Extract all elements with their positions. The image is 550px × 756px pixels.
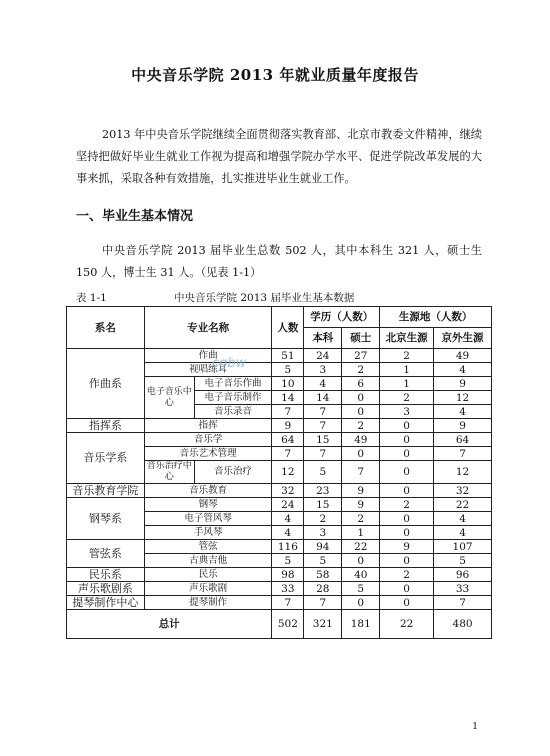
- table-row: [67, 596, 492, 610]
- header-origin: 生源地（人数）: [380, 307, 492, 328]
- count-cell: 5: [272, 554, 304, 568]
- count-cell: 9: [272, 419, 304, 433]
- header-degree: 学历（人数）: [304, 307, 380, 328]
- non-beijing-cell: 96: [434, 568, 492, 582]
- header-master: 硕士: [342, 328, 380, 349]
- bachelor-cell: 5: [304, 461, 342, 484]
- major-cell: 管弦: [144, 540, 272, 554]
- count-cell: 14: [272, 391, 304, 405]
- table-row: [67, 349, 492, 363]
- bachelor-cell: 4: [304, 377, 342, 391]
- table-row: [67, 582, 492, 596]
- non-beijing-cell: 22: [434, 498, 492, 512]
- table-caption-text: 中央音乐学院 2013 届毕业生基本数据: [174, 292, 355, 304]
- count-cell: 98: [272, 568, 304, 582]
- major-cell: 音乐艺术管理: [144, 447, 272, 461]
- header-non-beijing: 京外生源: [434, 328, 492, 349]
- master-cell: 2: [342, 419, 380, 433]
- non-beijing-cell: 4: [434, 363, 492, 377]
- sub-center-cell: 音乐治疗中心: [144, 461, 194, 484]
- report-title: 中央音乐学院 2013 年就业质量年度报告: [131, 66, 419, 84]
- beijing-cell: 3: [380, 405, 434, 419]
- table-caption-label: 表 1-1: [76, 292, 107, 304]
- non-beijing-cell: 9: [434, 377, 492, 391]
- table-row: [67, 433, 492, 447]
- major-cell: 电子管风琴: [144, 512, 272, 526]
- major-cell: 音乐治疗: [194, 461, 272, 484]
- total-non-beijing-cell: 480: [434, 610, 492, 639]
- beijing-cell: 0: [380, 461, 434, 484]
- master-cell: 2: [342, 363, 380, 377]
- beijing-cell: 0: [380, 484, 434, 498]
- count-cell: 4: [272, 512, 304, 526]
- major-cell: 民乐: [144, 568, 272, 582]
- page-number: 1: [472, 722, 478, 732]
- master-cell: 5: [342, 582, 380, 596]
- dept-cell: 作曲系: [67, 349, 145, 419]
- count-cell: 24: [272, 498, 304, 512]
- non-beijing-cell: 12: [434, 391, 492, 405]
- count-cell: 64: [272, 433, 304, 447]
- bachelor-cell: 94: [304, 540, 342, 554]
- count-cell: 5: [272, 363, 304, 377]
- master-cell: 49: [342, 433, 380, 447]
- major-cell: 音乐录音: [194, 405, 272, 419]
- count-cell: 116: [272, 540, 304, 554]
- bachelor-cell: 5: [304, 554, 342, 568]
- bachelor-cell: 7: [304, 447, 342, 461]
- bachelor-cell: 7: [304, 405, 342, 419]
- count-cell: 4: [272, 526, 304, 540]
- dept-cell: 钢琴系: [67, 498, 145, 540]
- count-cell: 32: [272, 484, 304, 498]
- bachelor-cell: 58: [304, 568, 342, 582]
- beijing-cell: 1: [380, 363, 434, 377]
- table-row: [67, 484, 492, 498]
- count-cell: 33: [272, 582, 304, 596]
- section-heading: 一、毕业生基本情况: [76, 209, 194, 224]
- bachelor-cell: 7: [304, 596, 342, 610]
- bachelor-cell: 28: [304, 582, 342, 596]
- major-cell: 钢琴: [144, 498, 272, 512]
- non-beijing-cell: 7: [434, 596, 492, 610]
- beijing-cell: 2: [380, 498, 434, 512]
- beijing-cell: 0: [380, 433, 434, 447]
- dept-cell: 民乐系: [67, 568, 145, 582]
- summary-paragraph: 中央音乐学院 2013 届毕业生总数 502 人，其中本科生 321 人，硕士生 150 人，博士生 31 人。（见表 1-1）: [76, 244, 482, 279]
- bachelor-cell: 24: [304, 349, 342, 363]
- bachelor-cell: 15: [304, 498, 342, 512]
- dept-cell: 管弦系: [67, 540, 145, 568]
- header-dept: 系名: [67, 307, 145, 349]
- major-cell: 指挥: [144, 419, 272, 433]
- master-cell: 7: [342, 461, 380, 484]
- dept-cell: 音乐教育学院: [67, 484, 145, 498]
- beijing-cell: 0: [380, 526, 434, 540]
- master-cell: 1: [342, 526, 380, 540]
- major-cell: 音乐教育: [144, 484, 272, 498]
- master-cell: 0: [342, 391, 380, 405]
- count-cell: 7: [272, 447, 304, 461]
- table-row: [67, 498, 492, 512]
- master-cell: 9: [342, 484, 380, 498]
- sub-center-cell: 电子音乐中心: [144, 377, 194, 419]
- beijing-cell: 0: [380, 554, 434, 568]
- beijing-cell: 0: [380, 447, 434, 461]
- major-cell: 电子音乐作曲: [194, 377, 272, 391]
- master-cell: 6: [342, 377, 380, 391]
- major-cell: 声乐歌剧: [144, 582, 272, 596]
- major-cell: 手风琴: [144, 526, 272, 540]
- master-cell: 2: [342, 512, 380, 526]
- watermark-logo: cgbw: [212, 356, 247, 371]
- header-bachelor: 本科: [304, 328, 342, 349]
- beijing-cell: 0: [380, 596, 434, 610]
- table-row: [67, 419, 492, 433]
- non-beijing-cell: 9: [434, 419, 492, 433]
- header-major: 专业名称: [144, 307, 272, 349]
- total-label-cell: 总计: [67, 610, 272, 639]
- major-cell: 提琴制作: [144, 596, 272, 610]
- master-cell: 22: [342, 540, 380, 554]
- count-cell: 51: [272, 349, 304, 363]
- bachelor-cell: 7: [304, 419, 342, 433]
- table-row: [67, 540, 492, 554]
- header-count: 人数: [272, 307, 304, 349]
- master-cell: 40: [342, 568, 380, 582]
- beijing-cell: 2: [380, 568, 434, 582]
- total-row: [67, 610, 492, 639]
- table-row: [67, 568, 492, 582]
- major-cell: 古典吉他: [144, 554, 272, 568]
- non-beijing-cell: 5: [434, 554, 492, 568]
- bachelor-cell: 2: [304, 512, 342, 526]
- non-beijing-cell: 4: [434, 405, 492, 419]
- total-bachelor-cell: 321: [304, 610, 342, 639]
- non-beijing-cell: 4: [434, 512, 492, 526]
- graduate-data-table: [66, 306, 492, 639]
- non-beijing-cell: 32: [434, 484, 492, 498]
- beijing-cell: 2: [380, 349, 434, 363]
- dept-cell: 声乐歌剧系: [67, 582, 145, 596]
- beijing-cell: 0: [380, 419, 434, 433]
- bachelor-cell: 3: [304, 363, 342, 377]
- non-beijing-cell: 64: [434, 433, 492, 447]
- bachelor-cell: 15: [304, 433, 342, 447]
- total-beijing-cell: 22: [380, 610, 434, 639]
- beijing-cell: 2: [380, 391, 434, 405]
- master-cell: 0: [342, 596, 380, 610]
- master-cell: 9: [342, 498, 380, 512]
- non-beijing-cell: 33: [434, 582, 492, 596]
- dept-cell: 提琴制作中心: [67, 596, 145, 610]
- count-cell: 7: [272, 405, 304, 419]
- master-cell: 27: [342, 349, 380, 363]
- total-master-cell: 181: [342, 610, 380, 639]
- non-beijing-cell: 4: [434, 526, 492, 540]
- count-cell: 10: [272, 377, 304, 391]
- dept-cell: 指挥系: [67, 419, 145, 433]
- dept-cell: 音乐学系: [67, 433, 145, 484]
- beijing-cell: 9: [380, 540, 434, 554]
- non-beijing-cell: 7: [434, 447, 492, 461]
- count-cell: 7: [272, 596, 304, 610]
- beijing-cell: 0: [380, 512, 434, 526]
- major-cell: 电子音乐制作: [194, 391, 272, 405]
- count-cell: 12: [272, 461, 304, 484]
- non-beijing-cell: 107: [434, 540, 492, 554]
- major-cell: 作曲: [144, 349, 272, 363]
- master-cell: 0: [342, 405, 380, 419]
- header-beijing: 北京生源: [380, 328, 434, 349]
- non-beijing-cell: 12: [434, 461, 492, 484]
- major-cell: 视唱练耳: [144, 363, 272, 377]
- bachelor-cell: 23: [304, 484, 342, 498]
- table-caption: [76, 290, 354, 305]
- master-cell: 0: [342, 554, 380, 568]
- major-cell: 音乐学: [144, 433, 272, 447]
- bachelor-cell: 14: [304, 391, 342, 405]
- master-cell: 0: [342, 447, 380, 461]
- bachelor-cell: 3: [304, 526, 342, 540]
- beijing-cell: 1: [380, 377, 434, 391]
- intro-paragraph: 2013 年中央音乐学院继续全面贯彻落实教育部、北京市教委文件精神，继续坚持把做好毕业生就业工作视为提高和增强学院办学水平、促进学院改革发展的大事来抓，采取各种有效措施，扎实推进毕业生就业工作。: [76, 128, 482, 185]
- beijing-cell: 0: [380, 582, 434, 596]
- total-count-cell: 502: [272, 610, 304, 639]
- non-beijing-cell: 49: [434, 349, 492, 363]
